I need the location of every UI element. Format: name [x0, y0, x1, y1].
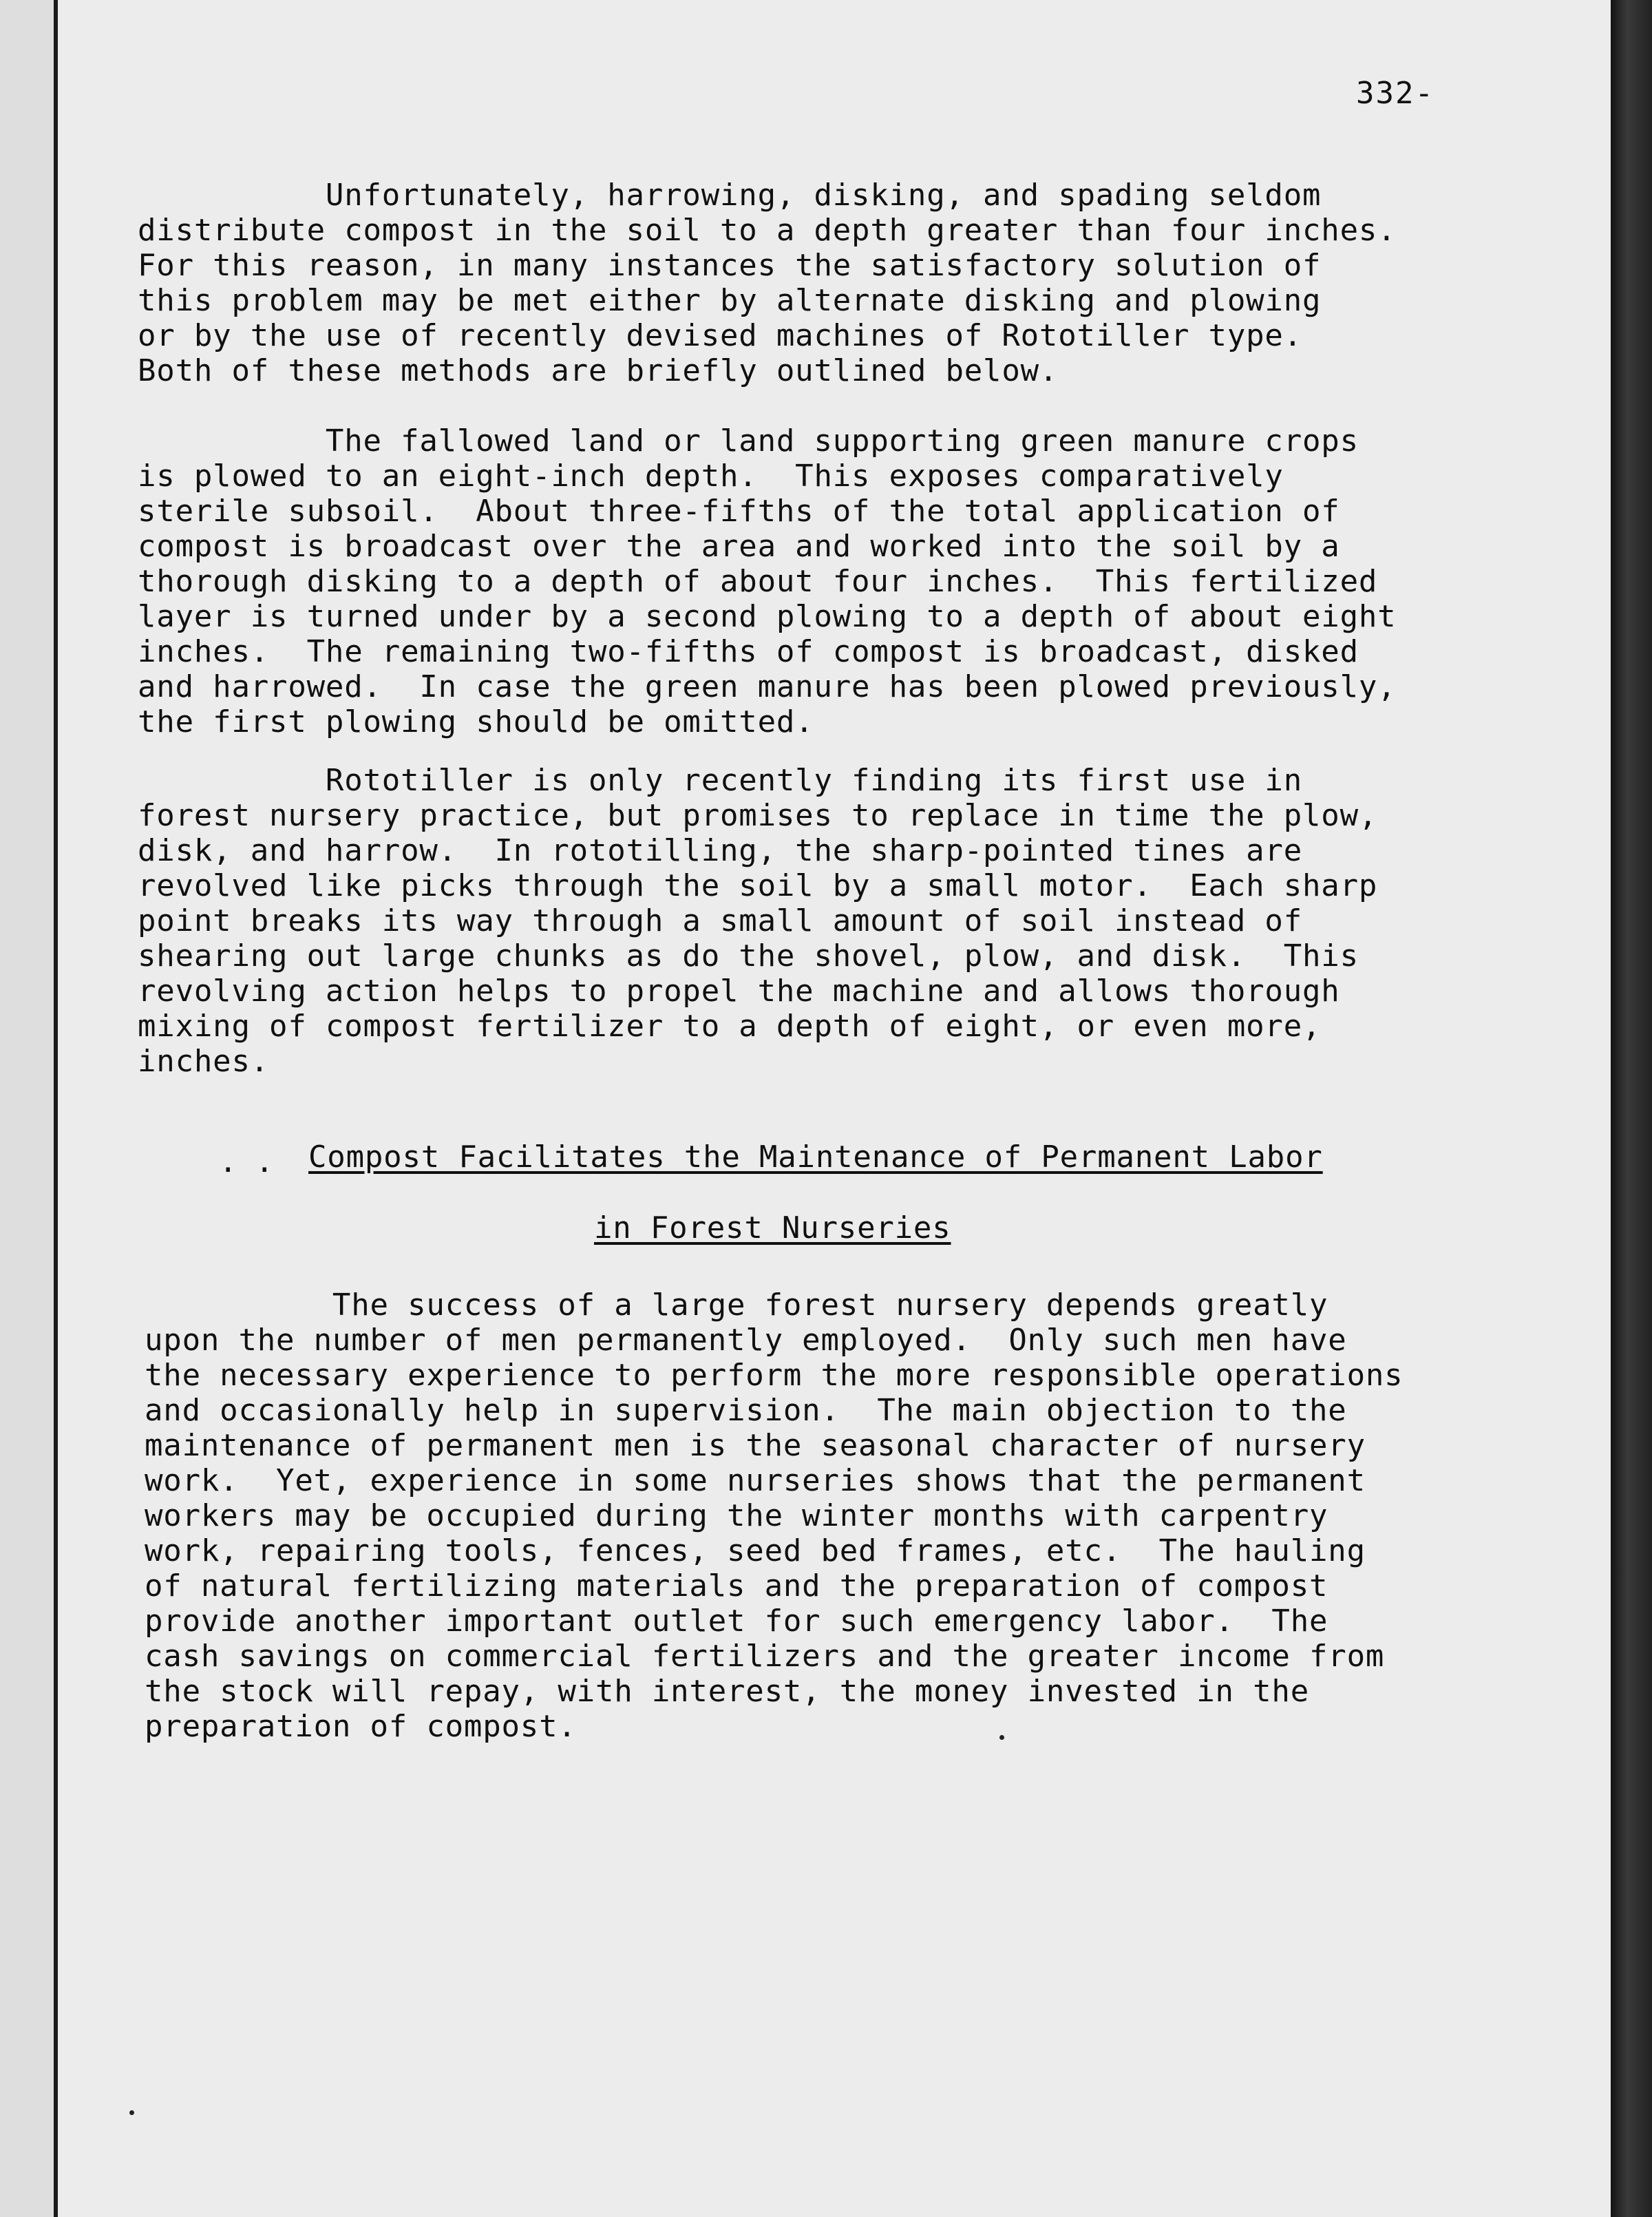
- page-number: 332-: [1356, 76, 1434, 111]
- book-binding-edge: [1611, 0, 1652, 2217]
- heading-leader-dots: . .: [219, 1144, 274, 1179]
- paragraph-harrowing-disking: Unfortunately, harrowing, disking, and spading seldom distribute compost in the soil to a depth greater than four inches. For this reason, in many instances the satisfactory solution of this problem may be met either by alternate disking and plowing or by the use of recently devised machines of Rototiller type. Both of these methods are briefly outlined below.: [138, 178, 1397, 388]
- facing-page-edge: [0, 0, 58, 2217]
- paragraph-rototiller: Rototiller is only recently finding its first use in forest nursery practice, but promises to replace in time the plow, disk, and harrow. In rototilling, the sharp-pointed tines are revolved like picks through the soil by a small motor. Each sharp point breaks its way through a small amount of soil instead of shearing out large chunks as do the shovel, plow, and disk. This revolving action helps to propel the machine and allows thorough mixing of compost fertilizer to a depth of eight, or even more, inches.: [138, 763, 1378, 1079]
- paragraph-fallowed-land: The fallowed land or land supporting green manure crops is plowed to an eight-inch depth. This exposes comparatively sterile subsoil. About three-fifths of the total application of compost is broadcast over the area and worked into the soil by a thorough disking to a depth of about four inches. This fertilized layer is turned under by a second plowing to a depth of about eight inches. The remaining two-fifths of compost is broadcast, disked and harrowed. In case the green manure has been plowed previously, the first plowing should be omitted.: [138, 423, 1397, 739]
- section-heading-line2: in Forest Nurseries: [594, 1210, 951, 1246]
- ink-speck: [129, 2110, 134, 2115]
- section-heading-line1: Compost Facilitates the Maintenance of Permanent Labor: [308, 1139, 1323, 1175]
- ink-speck: [999, 1735, 1004, 1740]
- paragraph-permanent-labor: The success of a large forest nursery depends greatly upon the number of men permanently employed. Only such men have the necessary experience to perform the more responsible operations and occasionally help in supervision. The main objection to the maintenance of permanent men is the seasonal character of nursery work. Yet, experience in some nurseries shows that the permanent workers may be occupied during the winter months with carpentry work, repairing tools, fences, seed bed frames, etc. The hauling of natural fertilizing materials and the preparation of compost provide another important outlet for such emergency labor. The cash savings on commercial fertilizers and the greater income from the stock will repay, with interest, the money invested in the preparation of compost.: [145, 1288, 1404, 1744]
